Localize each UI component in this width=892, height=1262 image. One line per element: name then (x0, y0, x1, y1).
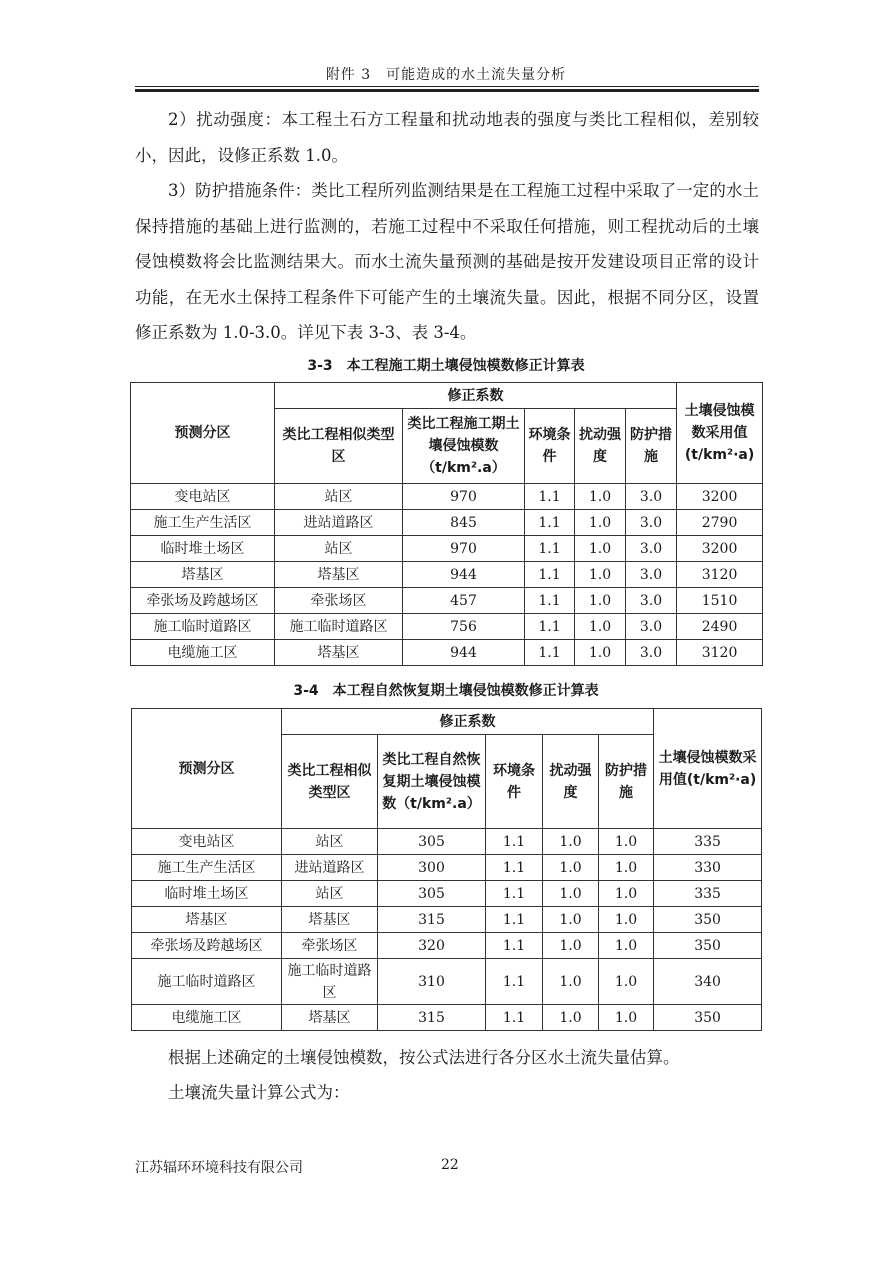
table2-header-zone: 预测分区 (132, 709, 282, 829)
table1-header-protect: 防护措施 (626, 409, 677, 484)
cell-env: 1.1 (486, 829, 543, 855)
cell-zone: 电缆施工区 (131, 640, 275, 666)
table-row (131, 536, 763, 562)
table-row (132, 855, 762, 881)
cell-ref-modulus: 944 (403, 562, 525, 588)
cell-zone: 变电站区 (131, 484, 275, 510)
cell-adopted: 335 (654, 881, 762, 907)
cell-adopted: 350 (654, 933, 762, 959)
cell-ref-modulus: 320 (378, 933, 486, 959)
cell-ref-modulus: 845 (403, 510, 525, 536)
cell-disturb: 1.0 (575, 484, 626, 510)
table1-header-similar-type: 类比工程相似类型区 (275, 409, 403, 484)
cell-env: 1.1 (525, 536, 575, 562)
footer-page-number: 22 (441, 1157, 459, 1173)
page-header: 附件 3 可能造成的水土流失量分析 (325, 67, 567, 83)
cell-similar-type: 牵张场区 (275, 588, 403, 614)
cell-env: 1.1 (486, 933, 543, 959)
cell-zone: 塔基区 (132, 907, 282, 933)
cell-similar-type: 塔基区 (275, 562, 403, 588)
cell-disturb: 1.0 (575, 588, 626, 614)
cell-env: 1.1 (486, 959, 543, 1005)
table-row (131, 588, 763, 614)
cell-disturb: 1.0 (575, 640, 626, 666)
cell-similar-type: 进站道路区 (275, 510, 403, 536)
cell-ref-modulus: 756 (403, 614, 525, 640)
cell-disturb: 1.0 (575, 614, 626, 640)
cell-env: 1.1 (525, 510, 575, 536)
table1-header-ref-modulus: 类比工程施工期土壤侵蚀模数（t/km².a） (403, 409, 525, 484)
table-row (132, 959, 762, 1005)
table1-caption: 3-3 本工程施工期土壤侵蚀模数修正计算表 (307, 358, 585, 374)
cell-disturb: 1.0 (543, 855, 599, 881)
cell-ref-modulus: 310 (378, 959, 486, 1005)
paragraph-protection: 3）防护措施条件：类比工程所列监测结果是在工程施工过程中采取了一定的水土保持措施的基础上进行监测的，若施工过程中不采取任何措施，则工程扰动后的土壤侵蚀模数将会比监测结果大。而水土流失量预测的基础是按开发建设项目正常的设计功能，在无水土保持工程条件下可能产生的土壤流失量。因此，根据不同分区，设置修正系数为 1.0-3.0。详见下表 3-3、表 3-4。 (135, 181, 759, 342)
cell-protect: 3.0 (626, 588, 677, 614)
cell-adopted: 3200 (677, 536, 763, 562)
cell-similar-type: 进站道路区 (282, 855, 378, 881)
cell-zone: 塔基区 (131, 562, 275, 588)
cell-similar-type: 牵张场区 (282, 933, 378, 959)
cell-adopted: 335 (654, 829, 762, 855)
table-row (132, 1005, 762, 1031)
cell-similar-type: 站区 (275, 484, 403, 510)
cell-similar-type: 站区 (275, 536, 403, 562)
table-row (132, 829, 762, 855)
table2-caption: 3-4 本工程自然恢复期土壤侵蚀模数修正计算表 (293, 683, 599, 699)
cell-disturb: 1.0 (543, 933, 599, 959)
cell-adopted: 1510 (677, 588, 763, 614)
cell-adopted: 350 (654, 907, 762, 933)
table1-body (131, 484, 763, 666)
table-row (131, 484, 763, 510)
cell-ref-modulus: 305 (378, 829, 486, 855)
table2-header-disturb: 扰动强度 (543, 735, 599, 829)
cell-similar-type: 塔基区 (282, 1005, 378, 1031)
cell-protect: 3.0 (626, 484, 677, 510)
cell-disturb: 1.0 (543, 1005, 599, 1031)
cell-ref-modulus: 970 (403, 536, 525, 562)
cell-env: 1.1 (486, 855, 543, 881)
table-row (131, 562, 763, 588)
cell-disturb: 1.0 (575, 536, 626, 562)
table2-header-ref-modulus: 类比工程自然恢复期土壤侵蚀模数（t/km².a） (378, 735, 486, 829)
cell-disturb: 1.0 (575, 510, 626, 536)
cell-zone: 施工生产生活区 (131, 510, 275, 536)
cell-disturb: 1.0 (543, 907, 599, 933)
cell-zone: 牵张场及跨越场区 (131, 588, 275, 614)
cell-zone: 施工临时道路区 (131, 614, 275, 640)
cell-zone: 牵张场及跨越场区 (132, 933, 282, 959)
cell-similar-type: 塔基区 (282, 907, 378, 933)
cell-adopted: 2790 (677, 510, 763, 536)
cell-ref-modulus: 970 (403, 484, 525, 510)
table1-header-zone: 预测分区 (131, 383, 275, 484)
cell-ref-modulus: 944 (403, 640, 525, 666)
cell-env: 1.1 (525, 614, 575, 640)
cell-zone: 施工临时道路区 (132, 959, 282, 1005)
cell-disturb: 1.0 (543, 829, 599, 855)
cell-adopted: 3200 (677, 484, 763, 510)
cell-adopted: 2490 (677, 614, 763, 640)
cell-zone: 变电站区 (132, 829, 282, 855)
paragraph-estimation: 根据上述确定的土壤侵蚀模数，按公式法进行各分区水土流失量估算。 (168, 1048, 680, 1067)
cell-ref-modulus: 300 (378, 855, 486, 881)
cell-similar-type: 施工临时道路区 (275, 614, 403, 640)
cell-env: 1.1 (525, 484, 575, 510)
cell-env: 1.1 (525, 588, 575, 614)
table-recovery-period (131, 708, 762, 1031)
cell-protect: 3.0 (626, 536, 677, 562)
cell-ref-modulus: 457 (403, 588, 525, 614)
table1-header-adopted: 土壤侵蚀模数采用值(t/km²·a) (677, 383, 763, 484)
cell-env: 1.1 (486, 907, 543, 933)
cell-zone: 电缆施工区 (132, 1005, 282, 1031)
table-construction-period (130, 382, 763, 666)
table-row (132, 907, 762, 933)
cell-zone: 临时堆土场区 (132, 881, 282, 907)
paragraph-disturbance: 2）扰动强度：本工程土石方工程量和扰动地表的强度与类比工程相似，差别较小，因此，设修正系数 1.0。 (135, 110, 759, 165)
paragraph-formula-intro: 土壤流失量计算公式为： (168, 1083, 350, 1102)
cell-env: 1.1 (525, 640, 575, 666)
table2-header-similar-type: 类比工程相似类型区 (282, 735, 378, 829)
table1-header-coef: 修正系数 (275, 383, 677, 409)
cell-protect: 1.0 (599, 829, 654, 855)
cell-zone: 临时堆土场区 (131, 536, 275, 562)
header-rule-thin (135, 86, 759, 87)
cell-protect: 3.0 (626, 640, 677, 666)
table2-header-coef: 修正系数 (282, 709, 654, 735)
table1-header-env: 环境条件 (525, 409, 575, 484)
cell-protect: 1.0 (599, 855, 654, 881)
table-row (131, 510, 763, 536)
table-row (131, 640, 763, 666)
cell-protect: 1.0 (599, 1005, 654, 1031)
header-rule-thick (135, 89, 759, 92)
cell-ref-modulus: 315 (378, 1005, 486, 1031)
table2-body (132, 829, 762, 1031)
table2-header-adopted: 土壤侵蚀模数采用值(t/km²·a) (654, 709, 762, 829)
table2-header-protect: 防护措施 (599, 735, 654, 829)
cell-env: 1.1 (525, 562, 575, 588)
cell-disturb: 1.0 (543, 959, 599, 1005)
cell-ref-modulus: 305 (378, 881, 486, 907)
cell-similar-type: 站区 (282, 881, 378, 907)
cell-similar-type: 塔基区 (275, 640, 403, 666)
cell-protect: 3.0 (626, 562, 677, 588)
cell-adopted: 3120 (677, 562, 763, 588)
cell-protect: 3.0 (626, 510, 677, 536)
cell-adopted: 340 (654, 959, 762, 1005)
cell-zone: 施工生产生活区 (132, 855, 282, 881)
table-row (132, 881, 762, 907)
cell-adopted: 3120 (677, 640, 763, 666)
table-row (132, 933, 762, 959)
cell-protect: 1.0 (599, 881, 654, 907)
cell-protect: 3.0 (626, 614, 677, 640)
cell-similar-type: 施工临时道路区 (282, 959, 378, 1005)
cell-similar-type: 站区 (282, 829, 378, 855)
cell-env: 1.1 (486, 1005, 543, 1031)
cell-adopted: 350 (654, 1005, 762, 1031)
cell-ref-modulus: 315 (378, 907, 486, 933)
cell-disturb: 1.0 (543, 881, 599, 907)
table-row (131, 614, 763, 640)
cell-adopted: 330 (654, 855, 762, 881)
footer-company: 江苏辐环环境科技有限公司 (135, 1160, 303, 1176)
cell-disturb: 1.0 (575, 562, 626, 588)
cell-env: 1.1 (486, 881, 543, 907)
table1-header-disturb: 扰动强度 (575, 409, 626, 484)
cell-protect: 1.0 (599, 959, 654, 1005)
table2-header-env: 环境条件 (486, 735, 543, 829)
cell-protect: 1.0 (599, 933, 654, 959)
cell-protect: 1.0 (599, 907, 654, 933)
